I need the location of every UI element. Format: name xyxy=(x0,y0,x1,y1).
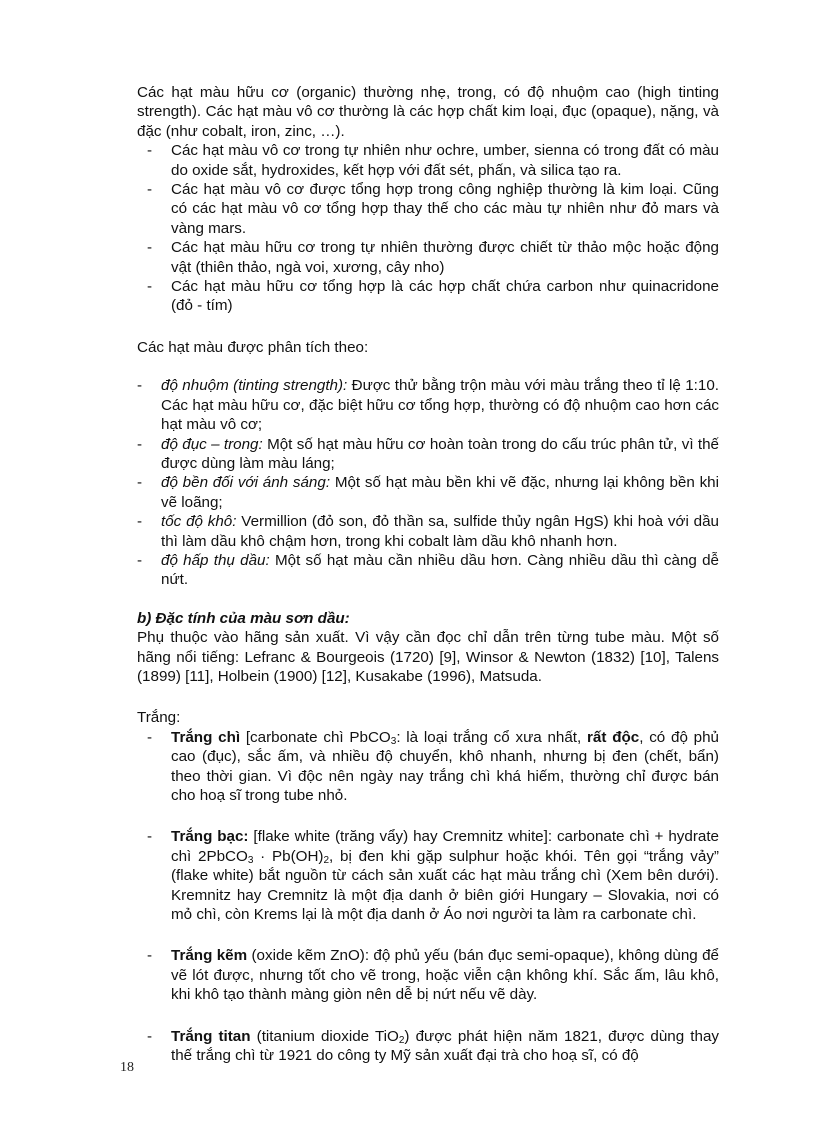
term-text: Một số hạt màu cần nhiều dầu hơn. Càng nhiều dầu thì càng dễ nứt. xyxy=(161,551,719,589)
term: độ nhuộm (tinting strength): xyxy=(161,377,348,395)
whites-list xyxy=(137,728,719,806)
term: tốc độ khô: xyxy=(161,513,237,531)
term: độ hấp thụ dầu: xyxy=(161,551,270,569)
analysis-intro: Các hạt màu được phân tích theo: xyxy=(137,338,369,356)
list-item xyxy=(137,376,719,434)
page-number: 18 xyxy=(120,1060,134,1075)
pigment-name: Trắng titan xyxy=(171,1027,251,1045)
term-text: Một số hạt màu hữu cơ hoàn toàn trong do cấu trúc phân tử, vì thế được dùng làm màu láng; xyxy=(161,435,719,472)
term-text: Được thử bằng trộn màu với màu trắng theo tỉ lệ 1:10. Các hạt màu hữu cơ, đặc biệt hữu cơ tổng hợp, thường có độ nhuộm cao hơn các hạt màu vô cơ; xyxy=(161,377,719,434)
section-paragraph: Phụ thuộc vào hãng sản xuất. Vì vậy cần đọc chỉ dẫn trên từng tube màu. Một số hãng nổi tiếng: Lefranc & Bourgeois (1720) [9], Winsor & Newton (1832) [10], Talens (1899) [11], Holbein (1900) [12], Kusakabe (1996), Matsuda. xyxy=(137,629,719,685)
term: độ đục – trong: xyxy=(161,435,263,453)
list-item-lead-white: - Trắng chì [carbonate chì PbCO$_3$: là loại trắng cổ xưa nhất, rất độc, có độ phủ cao (đục), sắc ấm, và nhiều độ chuyển, khô nhanh, nhưng bị đen (chết, bẩn) theo thời gian. Vì độc nên ngày nay trắng chì khá hiếm, thường chỉ được bán cho hoạ sĩ trong tube nhỏ. xyxy=(137,728,719,806)
pigment-name: Trắng chì xyxy=(171,728,241,746)
pigment-name: Trắng kẽm xyxy=(171,947,248,965)
pigment-types-list xyxy=(137,141,719,316)
list-item xyxy=(137,473,719,512)
term: độ bền đối với ánh sáng: xyxy=(161,474,331,492)
pigment-name: Trắng bạc: xyxy=(171,828,249,846)
white-label: Trắng: xyxy=(137,709,181,727)
list-item: - Các hạt màu hữu cơ trong tự nhiên thường được chiết từ thảo mộc hoặc động vật (thiên thảo, ngà voi, xương, cây nho) xyxy=(137,238,719,277)
intro-paragraph: Các hạt màu hữu cơ (organic) thường nhẹ, trong, có độ nhuộm cao (high tinting strength). Các hạt màu vô cơ thường là các hợp chất kim loại, đục (opaque), nặng, và đặc (như cobalt, iron, zinc, …). xyxy=(137,84,719,140)
list-item: - Các hạt màu vô cơ trong tự nhiên như ochre, umber, sienna có trong đất có màu do oxide sắt, hydroxides, kết hợp với đất sét, phấn, và silica tạo ra. xyxy=(137,141,719,180)
document-body xyxy=(137,83,719,1065)
list-item xyxy=(137,551,719,590)
list-item-zinc-white: - Trắng kẽm (oxide kẽm ZnO): độ phủ yếu (bán đục semi-opaque), không dùng để vẽ lót được, nhưng tốt cho vẽ trong, hoặc viễn cận không khí. Sắc ấm, lâu khô, khi khô tạo thành màng giòn nên dễ bị nứt nếu vẽ dày. xyxy=(137,946,719,1004)
analysis-list xyxy=(137,376,719,589)
term-text: Một số hạt màu bền khi vẽ đặc, nhưng lại không bền khi vẽ loãng; xyxy=(161,474,719,511)
list-item xyxy=(137,435,719,474)
list-item-titanium-white: - Trắng titan (titanium dioxide TiO$_2$) được phát hiện năm 1821, được dùng thay thế trắng chì từ 1921 do công ty Mỹ sản xuất đại trà cho hoạ sĩ, có độ xyxy=(137,1027,719,1066)
term-text: Vermillion (đỏ son, đỏ thần sa, sulfide thủy ngân HgS) khi hoà với dầu thì làm dầu khô chậm hơn, trong khi cobalt làm dầu khô nhanh hơn. xyxy=(161,513,719,550)
section-heading: b) Đặc tính của màu sơn dầu: xyxy=(137,609,350,627)
list-item: - Các hạt màu hữu cơ tổng hợp là các hợp chất chứa carbon như quinacridone (đỏ - tím) xyxy=(137,277,719,316)
list-item xyxy=(137,512,719,551)
warning-text: rất độc xyxy=(587,728,640,746)
list-item-flake-white: - Trắng bạc: [flake white (trăng vẩy) hay Cremnitz white]: carbonate chì + hydrate chì 2PbCO$_3$ · $Pb(OH)_2$, bị đen khi gặp sulphur hoặc khói. Tên gọi “trắng vảy” (flake white) bắt nguồn từ cách sản xuất các hạt màu trắng chì (Xem bên dưới). Kremnitz hay Cremnitz là một địa danh ở biên giới Hungary – Slovakia, nơi có mỏ chì, còn Krems lại là một địa danh ở Áo nơi người ta làm ra carbonate chì. xyxy=(137,827,719,924)
list-item: - Các hạt màu vô cơ được tổng hợp trong công nghiệp thường là kim loại. Cũng có các hạt màu vô cơ tổng hợp thay thế cho các màu tự nhiên như đỏ mars và vàng mars. xyxy=(137,180,719,238)
